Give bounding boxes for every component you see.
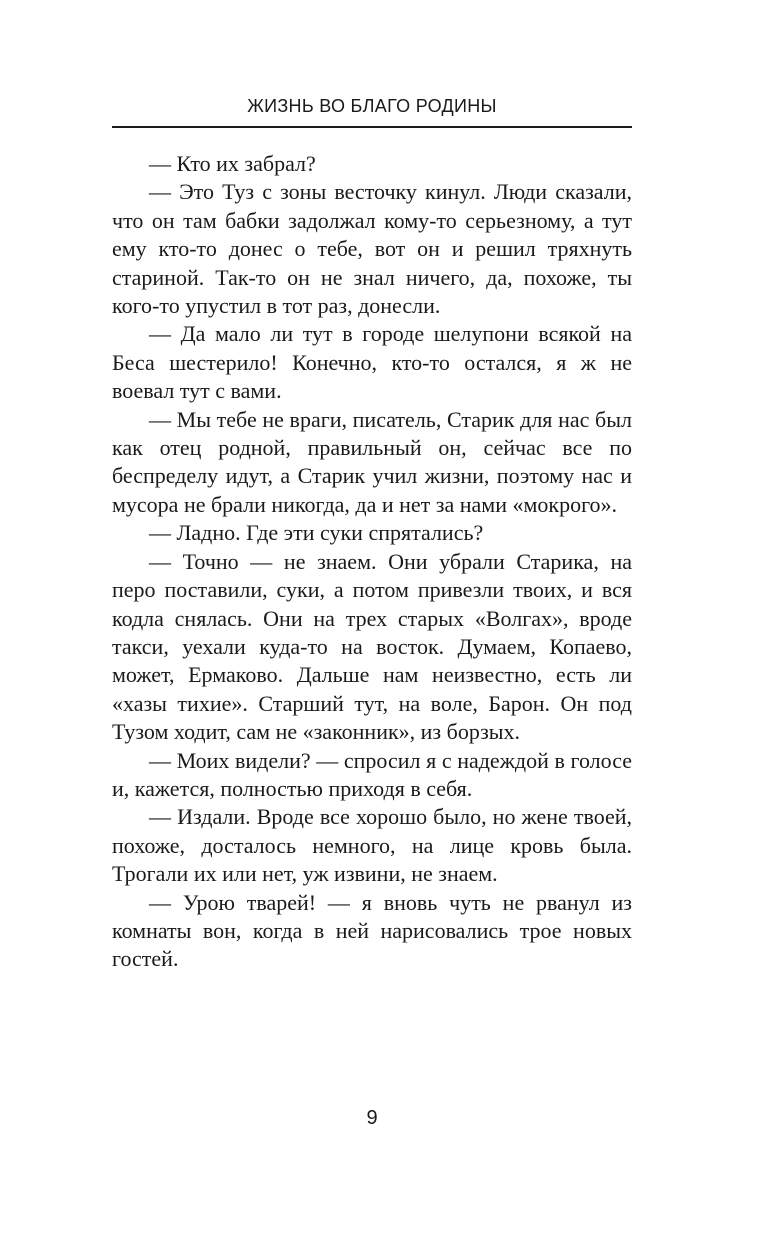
paragraph: — Ладно. Где эти суки спрятались? [149, 520, 484, 546]
paragraph: — Да мало ли тут в городе шелупони всякой на Беса шестерило! Конечно, кто-то остался, я ж не воевал тут с вами. [112, 321, 632, 404]
paragraph: — Моих видели? — спросил я с надеждой в голосе и, кажется, полностью приходя в себя. [112, 747, 632, 801]
page-number: 9 [366, 1107, 378, 1129]
running-title: ЖИЗНЬ ВО БЛАГО РОДИНЫ [247, 96, 497, 116]
body-text [112, 150, 632, 974]
paragraph: — Это Туз с зоны весточку кинул. Люди сказали, что он там бабки задолжал кому-то серьезному, а тут ему кто-то донес о тебе, вот он и решил тряхнуть стариной. Так-то он не знал ничего, да, похоже, ты кого-то упустил в тот раз, донесли. [112, 179, 632, 319]
paragraph: — Мы тебе не враги, писатель, Старик для нас был как отец родной, правильный он, сейчас все по беспределу идут, а Старик учил жизни, поэтому нас и мусора не брали никогда, да и нет за нами «мокрого». [112, 406, 632, 517]
paragraph: — Кто их забрал? [149, 151, 316, 176]
paragraph: — Урою тварей! — я вновь чуть не рванул из комнаты вон, когда в ней нарисовались трое новых гостей. [112, 889, 632, 972]
header-rule [112, 126, 632, 128]
paragraph: — Точно — не знаем. Они убрали Старика, на перо поставили, суки, а потом привезли твоих, и вся кодла снялась. Они на трех старых «Волгах», вроде такси, уехали куда-то на восток. Думаем, Копаево, может, Ермаково. Дальше нам неизвестно, есть ли «хазы тихие». Старший тут, на воле, Барон. Он под Тузом ходит, сам не «законник», из борзых. [112, 548, 632, 745]
paragraph: — Издали. Вроде все хорошо было, но жене твоей, похоже, досталось немного, на лице кровь была. Трогали их или нет, уж извини, не знаем. [112, 804, 632, 887]
